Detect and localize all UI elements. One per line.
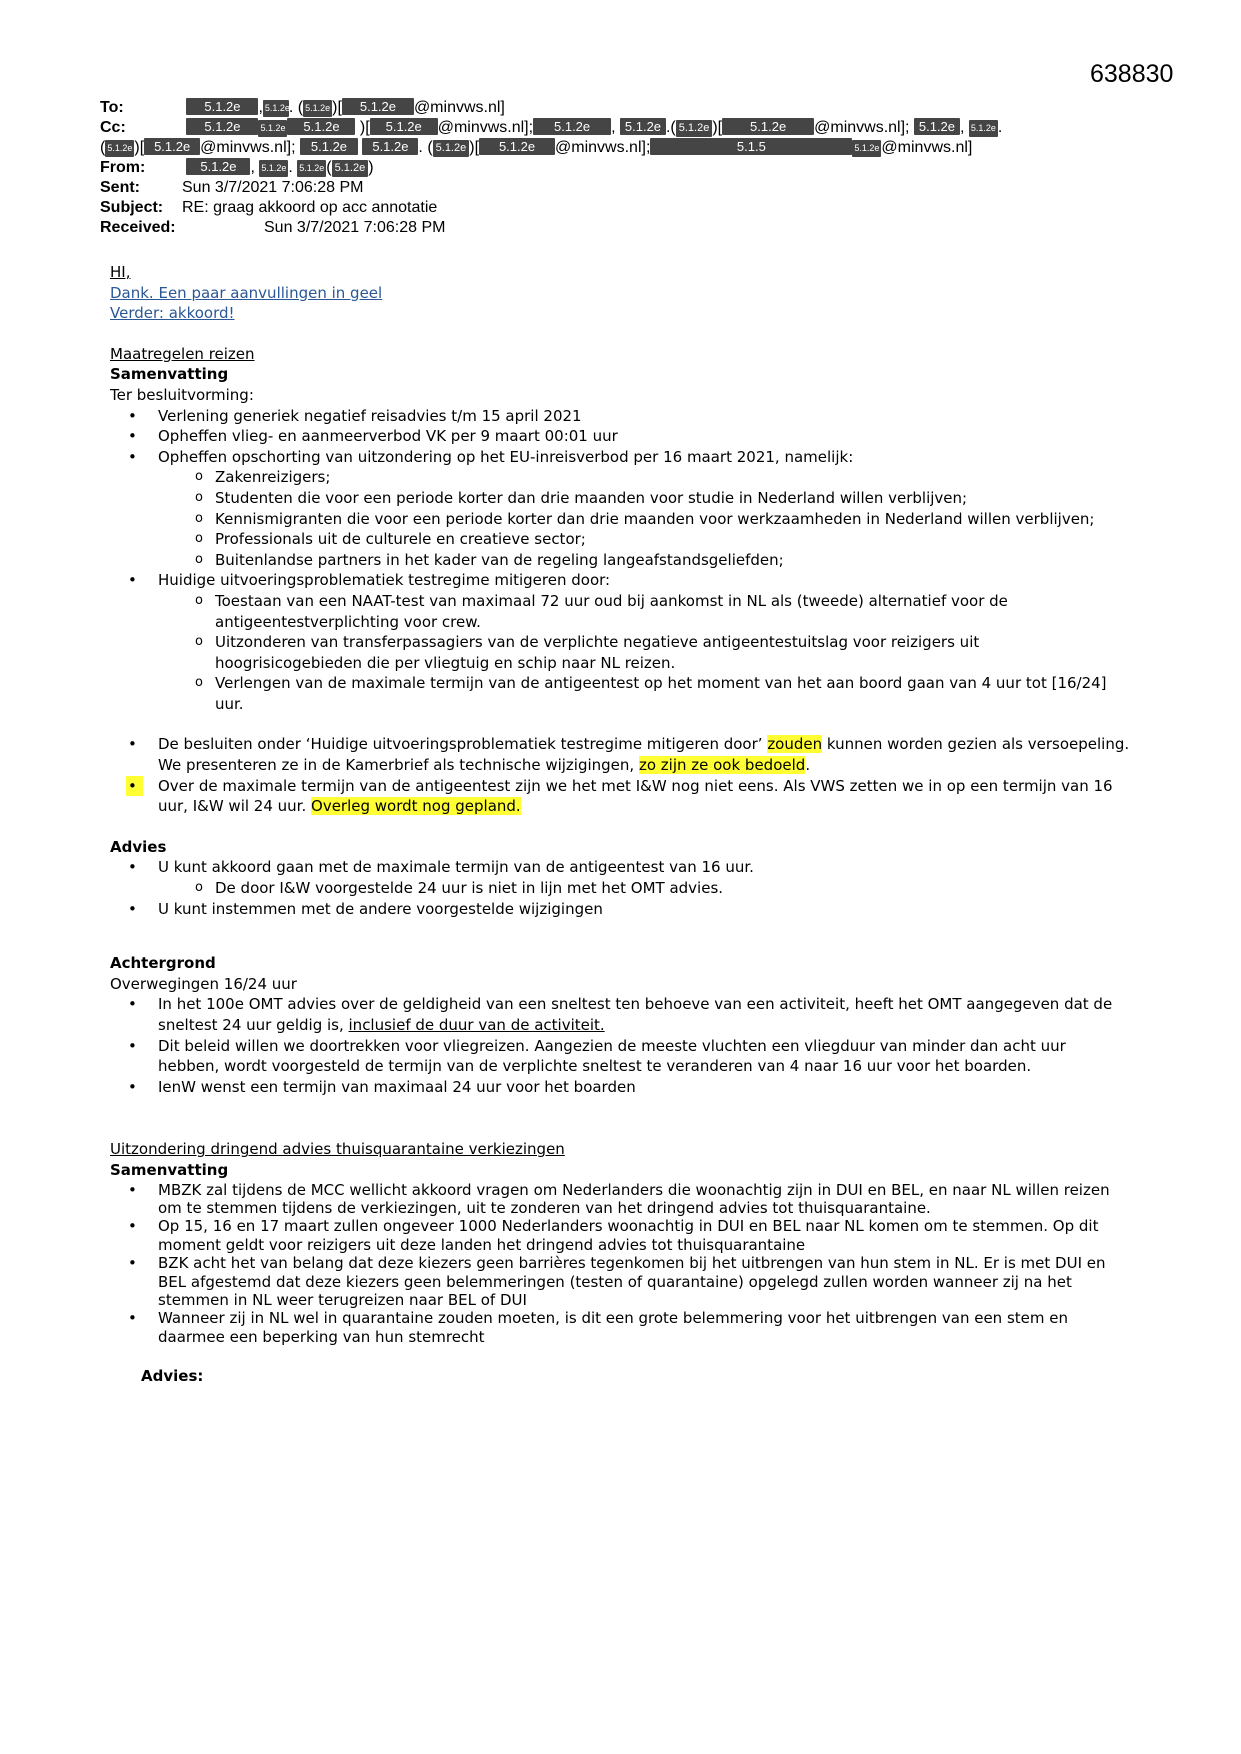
list-item: • U kunt instemmen met de andere voorgestelde wijzigingen — [158, 899, 1130, 920]
redaction: 5.1.2e — [676, 120, 713, 137]
decision-label: Ter besluitvorming: — [110, 385, 254, 404]
redaction: 5.1.2e — [852, 140, 881, 157]
advice-heading: Advies — [110, 837, 167, 856]
cc-line: Cc: 5.1.2e 5.1.2e 5.1.2e )[ 5.1.2e @minvws.nl]; 5.1.2e , 5.1.2e .( 5.1.2e )[ 5.1.2e @minvws.nl]; 5.1.2e , 5.1.2e . — [100, 119, 1003, 136]
note-text: . — [805, 756, 811, 775]
note-text: kunnen worden gezien als versoepeling. We presenteren ze in de Kamerbrief als technische wijzigingen, — [158, 735, 1130, 775]
redaction: 5.1.2e — [533, 118, 611, 135]
sub-list-item: o Uitzonderen van transferpassagiers van de verplichte negatieve antigeentestuitslag voor reizigers uit hoogrisicogebieden die per vliegtuig en schip naar NL reizen. — [215, 632, 1130, 673]
redaction: 5.1.2e — [914, 118, 960, 135]
list-item — [158, 857, 1130, 898]
list-item — [158, 994, 1130, 1035]
redaction: 5.1.2e — [620, 118, 666, 135]
redaction: 5.1.2e — [258, 120, 287, 137]
redaction: 5.1.2e — [186, 98, 258, 115]
sub-list-item: o Verlengen van de maximale termijn van de antigeentest op het moment van het aan boord gaan van 4 uur tot [16/24] uur. — [215, 673, 1130, 714]
redaction: 5.1.2e — [342, 98, 414, 115]
sent-line — [100, 178, 363, 198]
received-value: Sun 3/7/2021 7:06:28 PM — [264, 219, 446, 236]
list-item: • MBZK zal tijdens de MCC wellicht akkoord vragen om Nederlanders die woonachtig zijn in DUI en BEL, en naar NL willen reizen om te stemmen tijdens de verkiezingen, uit te zonderen van het dringend advies tot thuisquarantaine. — [158, 1181, 1130, 1218]
highlight: zo zijn ze ook bedoeld — [638, 756, 806, 775]
list-item: • IenW wenst een termijn van maximaal 24 uur voor het boarden — [158, 1077, 1130, 1098]
to-line: To: 5.1.2e , 5.1.2e. ( 5.1.2e )[ 5.1.2e @minvws.nl] — [100, 99, 505, 116]
sub-list-item: o Toestaan van een NAAT-test van maximaal 72 uur oud bij aankomst in NL als (tweede) alternatief voor de antigeentestverplichting voor crew. — [215, 591, 1130, 632]
sub-list — [158, 878, 1130, 899]
list-item: • Opheffen vlieg- en aanmeerverbod VK per 9 maart 00:01 uur — [158, 426, 1130, 447]
list-item: • BZK acht het van belang dat deze kiezers geen barrières tegenkomen bij het uitbrengen van hun stem in NL. Er is met DUI en BEL afgestemd dat deze kiezers geen belemmeringen (testen of quarantaine) opgelegd zullen worden wanneer zij na het stemmen in NL weer terugreizen naar BEL of DUI — [158, 1254, 1130, 1309]
background-list — [110, 994, 1130, 1097]
section-title: Maatregelen reizen — [110, 344, 255, 363]
sub-list-item: o Studenten die voor een periode korter dan drie maanden voor studie in Nederland willen verblijven; — [215, 488, 1130, 509]
email-domain: @minvws.nl]; — [814, 119, 910, 136]
summary-heading: Samenvatting — [110, 1160, 229, 1179]
background-subheading: Overwegingen 16/24 uur — [110, 974, 297, 993]
redaction: 5.1.2e — [433, 140, 470, 157]
list-item: • Wanneer zij in NL wel in quarantaine zouden moeten, is dit een grote belemmering voor het uitbrengen van een stem en daarmee een beperking van hun stemrecht — [158, 1309, 1130, 1346]
redaction: 5.1.2e — [263, 100, 289, 117]
sent-label: Sent: — [100, 179, 140, 196]
notes-list — [110, 734, 1130, 816]
email-domain: @minvws.nl] — [881, 139, 973, 156]
redaction: 5.1.2e — [332, 160, 369, 177]
note-text: Over de maximale termijn van de antigeentest zijn we het met I&W nog niet eens. Als VWS zetten we in op een termijn van 16 uur, I&W wil 24 uur. — [158, 776, 1113, 816]
list-item: • Verlening generiek negatief reisadvies t/m 15 april 2021 — [158, 406, 1130, 427]
redaction: 5.1.2e — [362, 138, 418, 155]
sub-list — [158, 591, 1130, 715]
intro-line-2: Verder: akkoord! — [110, 304, 235, 323]
intro-line-1: Dank. Een paar aanvullingen in geel — [110, 283, 383, 302]
email-domain: @minvws.nl]; — [555, 139, 651, 156]
received-line — [100, 218, 445, 238]
list-item — [158, 776, 1130, 817]
sub-list-item: o Zakenreizigers; — [215, 467, 1130, 488]
redaction: 5.1.2e — [969, 120, 998, 137]
cc-label: Cc: — [100, 119, 126, 136]
background-heading: Achtergrond — [110, 954, 216, 973]
redaction: 5.1.2e — [259, 160, 288, 177]
cc-line-2: ( 5.1.2e )[ 5.1.2e @minvws.nl]; 5.1.2e 5.1.2e . ( 5.1.2e )[ 5.1.2e @minvws.nl]; 5.1.5 5.1.2e @minvws.nl] — [100, 139, 973, 156]
list-item — [158, 447, 1130, 571]
sub-list-item: o De door I&W voorgestelde 24 uur is niet in lijn met het OMT advies. — [215, 878, 1130, 899]
redaction: 5.1.2e — [186, 118, 258, 135]
underlined-text: inclusief de duur van de activiteit. — [348, 1016, 605, 1034]
list-item: • Op 15, 16 en 17 maart zullen ongeveer 1000 Nederlanders woonachtig in DUI en BEL naar NL komen om te stemmen. Op dit moment geldt voor reizigers uit deze landen het dringend advies tot thuisquarantaine — [158, 1217, 1130, 1254]
list-item — [158, 570, 1130, 714]
from-line: From: 5.1.2e , 5.1.2e . 5.1.2e ( 5.1.2e ) — [100, 159, 374, 176]
redaction: 5.1.2e — [303, 100, 332, 117]
subject-value: RE: graag akkoord op acc annotatie — [182, 199, 438, 216]
document-number: 638830 — [1090, 60, 1174, 88]
list-item: • Dit beleid willen we doortrekken voor vliegreizen. Aangezien de meeste vluchten een vliegduur van minder dan acht uur hebben, wordt voorgesteld de termijn van de verplichte sneltest te veranderen van 4 naar 16 uur voor het boarden. — [158, 1036, 1130, 1077]
received-label: Received: — [100, 219, 176, 236]
sub-list-item: o Professionals uit de culturele en creatieve sector; — [215, 529, 1130, 550]
note-text: De besluiten onder ‘Huidige uitvoeringsproblematiek testregime mitigeren door’ — [158, 735, 768, 754]
sub-list — [158, 467, 1130, 570]
redaction: 5.1.2e — [370, 118, 438, 135]
redaction: 5.1.2e — [105, 140, 134, 157]
redaction: 5.1.2e — [300, 138, 358, 155]
list-item-text: In het 100e OMT advies over de geldigheid van een sneltest ten behoeve van een activiteit, heeft het OMT aangegeven dat de sneltest 24 uur geldig is, — [158, 995, 1113, 1034]
list-item — [158, 734, 1130, 775]
subject-line — [100, 198, 437, 218]
summary-heading: Samenvatting — [110, 365, 229, 384]
redaction: 5.1.2e — [144, 138, 200, 155]
redaction: 5.1.2e — [722, 118, 814, 135]
email-domain: @minvws.nl]; — [200, 139, 296, 156]
list-item-text: Huidige uitvoeringsproblematiek testregime mitigeren door: — [158, 571, 611, 590]
sub-list-item: o Kennismigranten die voor een periode korter dan drie maanden voor werkzaamheden in Nederland willen verblijven; — [215, 509, 1130, 530]
decision-list — [110, 406, 1130, 715]
advice-list — [110, 857, 1130, 919]
email-domain: @minvws.nl] — [413, 99, 505, 116]
redaction: 5.1.2e — [479, 138, 555, 155]
redaction: 5.1.2e — [297, 160, 326, 177]
highlight: zouden — [767, 735, 823, 754]
list-item-text: Opheffen opschorting van uitzondering op het EU-inreisverbod per 16 maart 2021, namelijk: — [158, 447, 854, 466]
to-label: To: — [100, 99, 124, 116]
sub-list-item: o Buitenlandse partners in het kader van de regeling langeafstandsgeliefden; — [215, 550, 1130, 571]
advice-heading: Advies: — [141, 1367, 204, 1386]
summary-list — [110, 1181, 1130, 1347]
list-item-text: U kunt akkoord gaan met de maximale termijn van de antigeentest van 16 uur. — [158, 858, 754, 877]
redaction: 5.1.5 — [650, 138, 852, 155]
redaction: 5.1.2e — [287, 118, 355, 135]
highlight: Overleg wordt nog gepland. — [311, 797, 521, 816]
email-domain: @minvws.nl]; — [437, 119, 534, 136]
redaction: 5.1.2e — [186, 158, 250, 175]
sent-value: Sun 3/7/2021 7:06:28 PM — [182, 179, 364, 196]
section-title: Uitzondering dringend advies thuisquarantaine verkiezingen — [110, 1140, 565, 1159]
from-label: From: — [100, 159, 146, 176]
subject-label: Subject: — [100, 199, 164, 216]
greeting: HI, — [110, 263, 131, 281]
email-body — [110, 262, 1130, 1387]
